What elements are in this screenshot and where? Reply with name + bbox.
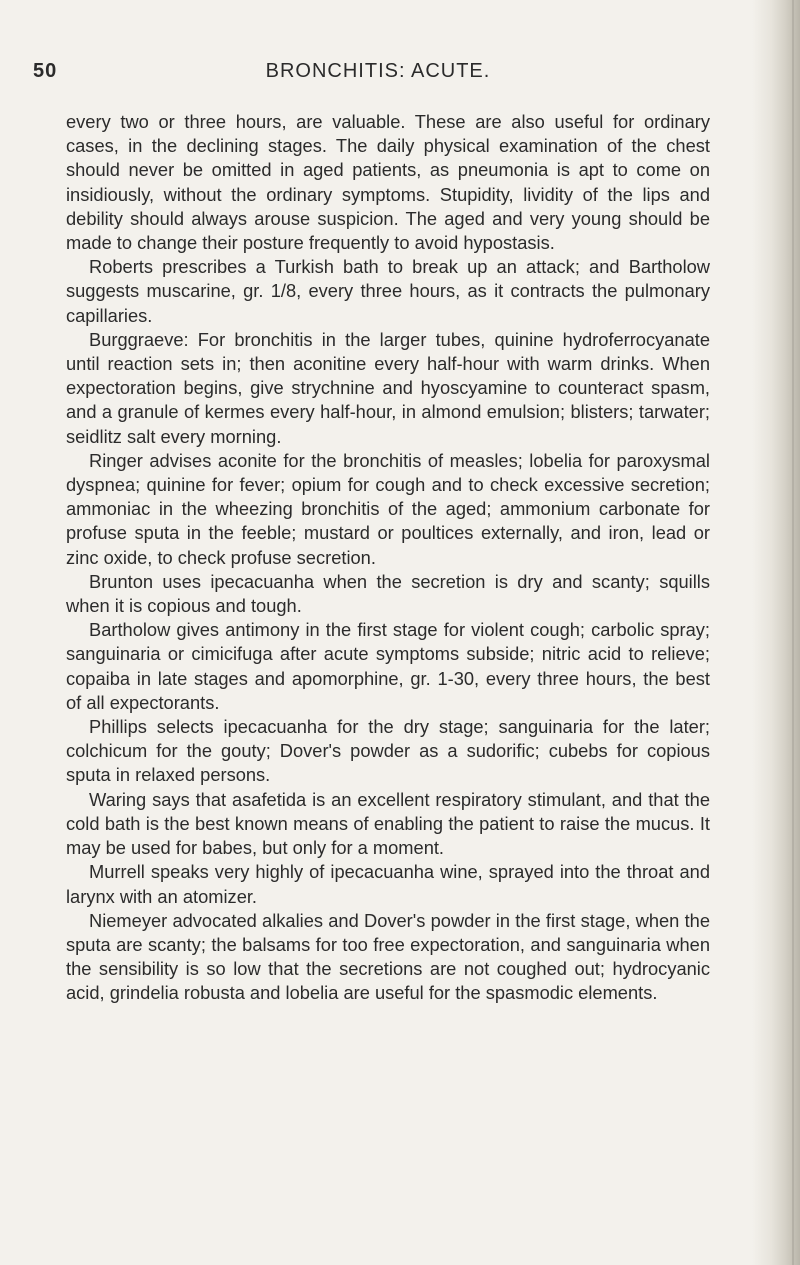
- paragraph-waring: Waring says that asafetida is an excellent respiratory stimulant, and that the cold bath is the best known means of enabling the patient to raise the mucus. It may be used for babes, but only for a moment.: [66, 788, 710, 859]
- body-text: [66, 110, 710, 1006]
- paragraph-burggraeve: Burggraeve: For bronchitis in the larger tubes, quinine hydroferrocyanate until reaction sets in; then aconitine every half-hour with warm drinks. When expectoration begins, give strychnine and hyoscyamine to counteract spasm, and a granule of kermes every half-hour, in almond emulsion; blisters; tarwater; seidlitz salt every morning.: [66, 328, 710, 447]
- paragraph-brunton: Brunton uses ipecacuanha when the secretion is dry and scanty; squills when it is copious and tough.: [66, 570, 710, 617]
- paragraph-niemeyer: Niemeyer advocated alkalies and Dover's powder in the first stage, when the sputa are scanty; the balsams for too free expectoration, and sanguinaria when the sensibility is so low that the secretions are not coughed out; hydrocyanic acid, grindelia robusta and lobelia are useful for the spasmodic elements.: [66, 909, 710, 1004]
- page-number: 50: [33, 60, 58, 82]
- page-edge-line: [792, 0, 794, 1265]
- paragraph-roberts: Roberts prescribes a Turkish bath to break up an attack; and Bartholow suggests muscarine, gr. 1/8, every three hours, as it contracts the pulmonary capillaries.: [66, 256, 710, 326]
- running-head: BRONCHITIS: ACUTE.: [265, 60, 491, 82]
- page-header: [33, 60, 713, 90]
- paragraph-ringer: Ringer advises aconite for the bronchitis of measles; lobelia for paroxysmal dyspnea; quinine for fever; opium for cough and to check excessive secretion; ammoniac in the wheezing bronchitis of the aged; ammonium carbonate for profuse sputa in the feeble; mustard or poultices externally, and iron, lead or zinc oxide, to check profuse secretion.: [66, 449, 710, 568]
- paragraph-bartholow: Bartholow gives antimony in the first stage for violent cough; carbolic spray; sanguinaria or cimicifuga after acute symptoms subside; nitric acid to relieve; copaiba in late stages and apomorphine, gr. 1-30, every three hours, the best of all expectorants.: [66, 619, 710, 713]
- paragraph-continuation: every two or three hours, are valuable. These are also useful for ordinary cases, in the declining stages. The daily physical examination of the chest should never be omitted in aged patients, as pneumonia is apt to come on insidiously, without the ordinary symptoms. Stupidity, lividity of the lips and debility should always arouse suspicion. The aged and very young should be made to change their posture frequently to avoid hypostasis.: [66, 111, 710, 254]
- paragraph-murrell: Murrell speaks very highly of ipecacuanha wine, sprayed into the throat and larynx with an atomizer.: [66, 861, 710, 907]
- paragraph-phillips: Phillips selects ipecacuanha for the dry stage; sanguinaria for the later; colchicum for the gouty; Dover's powder as a sudorific; cubebs for copious sputa in relaxed persons.: [66, 716, 710, 786]
